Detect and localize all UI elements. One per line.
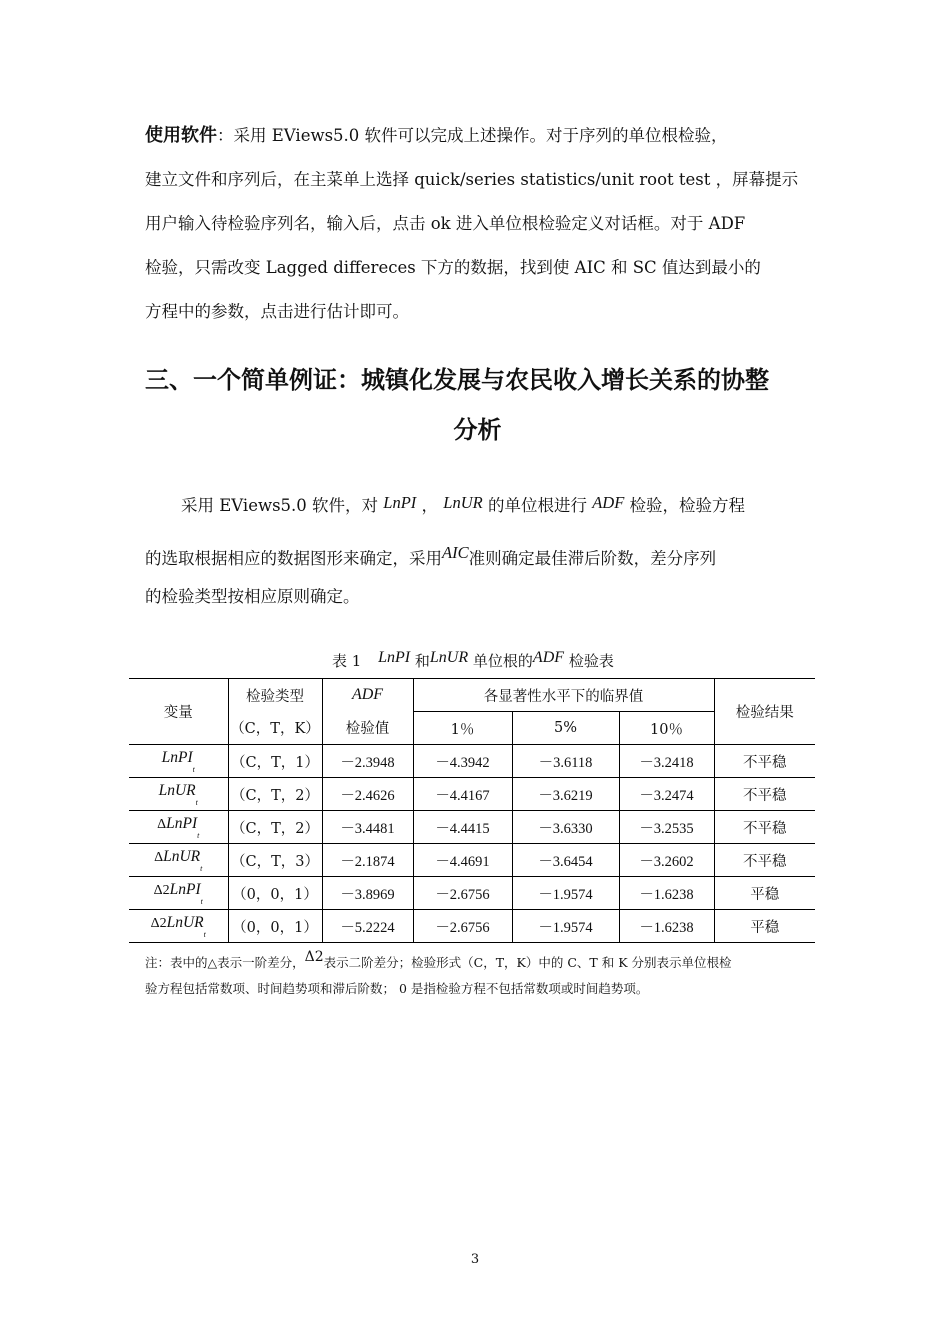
section-heading-line-1: 三、一个简单例证：城镇化发展与农民收入增长关系的协整: [145, 366, 769, 394]
header-test-type-sub: （C，T，K）: [228, 712, 322, 745]
software-lead: 使用软件: [145, 125, 217, 146]
variable-expression: [157, 815, 200, 840]
time-subscript: t: [195, 798, 198, 807]
cell-adf: －5.2224: [322, 910, 413, 943]
caption-prefix: 表 1: [332, 652, 362, 670]
header-10-percent: 10％: [619, 712, 714, 745]
intro-text-1d: 检验，检验方程: [629, 496, 746, 515]
cell-c1: －2.6756: [413, 910, 512, 943]
cell-c1: －2.6756: [413, 877, 512, 910]
variable-expression: [153, 881, 203, 906]
table-header-row-2: [129, 712, 815, 745]
note-line-1: [145, 950, 815, 976]
table-row: [129, 877, 815, 910]
cell-c5: －3.6330: [512, 811, 619, 844]
intro-text-2b: 准则确定最佳滞后阶数，差分序列: [468, 549, 717, 568]
intro-text-1b: ，: [421, 496, 439, 515]
software-paragraph: [145, 114, 810, 334]
header-result: 检验结果: [735, 705, 794, 721]
software-line-5: 方程中的参数，点击进行估计即可。: [145, 302, 409, 321]
cell-variable: [129, 844, 228, 877]
cell-adf: －2.4626: [322, 778, 413, 811]
table-header-row-1: [129, 679, 815, 712]
table-row: [129, 778, 815, 811]
variable-name: LnPI: [161, 749, 193, 766]
cell-result: 平稳: [750, 919, 780, 936]
cell-result: 不平稳: [743, 787, 787, 804]
cell-adf: －2.1874: [322, 844, 413, 877]
math-lnpi: LnPI: [383, 493, 417, 512]
caption-middle: 单位根的: [472, 652, 533, 670]
cell-variable: [129, 745, 228, 778]
table-row: [129, 844, 815, 877]
variable-name: LnUR: [158, 782, 196, 799]
cell-c5: －1.9574: [512, 877, 619, 910]
caption-and: 和: [414, 652, 430, 670]
cell-c5: －3.6219: [512, 778, 619, 811]
variable-name: LnUR: [163, 848, 201, 865]
intro-line-2: [145, 531, 810, 577]
time-subscript: t: [200, 864, 203, 873]
variable-expression: [158, 782, 198, 807]
cell-variable: [129, 811, 228, 844]
cell-c10: －1.6238: [619, 877, 714, 910]
cell-c5: －3.6118: [512, 745, 619, 778]
math-aic: AIC: [442, 543, 469, 562]
note-text-2: 表示二阶差分；检验形式（C，T，K）中的 C、T 和 K 分别表示单位根检: [323, 955, 732, 970]
time-subscript: t: [200, 897, 203, 906]
header-adf-math: ADF: [351, 686, 384, 704]
cell-type: （0，0，1）: [228, 877, 322, 910]
table-row: [129, 745, 815, 778]
intro-line-3: 的检验类型按相应原则确定。: [145, 587, 360, 606]
cell-type: （C，T，2）: [228, 778, 322, 811]
intro-text-1c: 的单位根进行: [487, 496, 587, 515]
cell-result: 不平稳: [743, 754, 787, 771]
variable-expression: [161, 749, 195, 774]
cell-type: （C，T，3）: [228, 844, 322, 877]
cell-c10: －3.2418: [619, 745, 714, 778]
cell-c5: －3.6454: [512, 844, 619, 877]
time-subscript: t: [192, 765, 195, 774]
header-critical-values: 各显著性水平下的临界值: [413, 679, 714, 712]
cell-variable: [129, 877, 228, 910]
header-1-percent: 1％: [413, 712, 512, 745]
difference-operator: Δ2: [150, 916, 167, 931]
intro-paragraph: [145, 481, 810, 617]
header-adf-sub: 检验值: [322, 712, 413, 745]
header-5-percent: 5%: [512, 712, 619, 745]
variable-name: LnUR: [166, 914, 204, 931]
caption-math-lnur: LnUR: [429, 649, 469, 666]
table-note: [145, 950, 815, 1002]
math-lnur: LnUR: [443, 493, 483, 512]
table-caption: [332, 650, 614, 671]
cell-variable: [129, 778, 228, 811]
math-adf: ADF: [592, 493, 625, 512]
caption-math-lnpi: LnPI: [378, 649, 411, 666]
difference-operator: Δ: [157, 817, 167, 832]
header-test-type: 检验类型: [228, 679, 322, 712]
cell-adf: －3.8969: [322, 877, 413, 910]
cell-c10: －3.2535: [619, 811, 714, 844]
header-variable: 变量: [129, 679, 228, 745]
cell-adf: －3.4481: [322, 811, 413, 844]
difference-operator: Δ2: [153, 883, 170, 898]
cell-result: 不平稳: [743, 853, 787, 870]
cell-c1: －4.4167: [413, 778, 512, 811]
variable-name: LnPI: [166, 815, 198, 832]
cell-type: （0，0，1）: [228, 910, 322, 943]
time-subscript: t: [203, 930, 206, 939]
cell-result: 平稳: [750, 886, 780, 903]
note-text-1: 注：表中的△表示一阶差分，: [145, 955, 305, 970]
cell-type: （C，T，2）: [228, 811, 322, 844]
software-line-1: [145, 114, 810, 158]
header-adf: [322, 679, 413, 712]
section-heading-line-2: 分析: [453, 416, 502, 444]
intro-text-2a: 的选取根据相应的数据图形来确定，采用: [145, 549, 442, 568]
variable-expression: [154, 848, 203, 873]
intro-text-1a: 采用 EViews5.0 软件，对: [181, 496, 379, 515]
cell-c10: －1.6238: [619, 910, 714, 943]
table-row: [129, 811, 815, 844]
table-row: [129, 910, 815, 943]
page-number: 3: [470, 1252, 480, 1267]
cell-adf: －2.3948: [322, 745, 413, 778]
intro-line-1: [145, 481, 810, 531]
cell-c10: －3.2474: [619, 778, 714, 811]
software-line-1-text: ：采用 EViews5.0 软件可以完成上述操作。对于序列的单位根检验，: [217, 126, 728, 145]
variable-expression: [150, 914, 206, 939]
cell-type: （C，T，1）: [228, 745, 322, 778]
cell-variable: [129, 910, 228, 943]
variable-name: LnPI: [169, 881, 201, 898]
difference-operator: Δ: [154, 850, 164, 865]
caption-suffix: 检验表: [568, 652, 614, 670]
cell-c1: －4.4415: [413, 811, 512, 844]
adf-test-table: [129, 678, 815, 943]
note-line-2: 验方程包括常数项、时间趋势项和滞后阶数； 0 是指检验方程不包括常数项或时间趋势项。: [145, 981, 649, 996]
cell-c1: －4.4691: [413, 844, 512, 877]
cell-c10: －3.2602: [619, 844, 714, 877]
software-line-4: 检验，只需改变 Lagged differeces 下方的数据，找到使 AIC 和 SC 值达到最小的: [145, 258, 761, 277]
caption-math-adf: ADF: [532, 649, 565, 666]
cell-c5: －1.9574: [512, 910, 619, 943]
software-line-3: 用户输入待检验序列名，输入后，点击 ok 进入单位根检验定义对话框。对于 ADF: [145, 214, 746, 233]
cell-result: 不平稳: [743, 820, 787, 837]
time-subscript: t: [197, 831, 200, 840]
cell-c1: －4.3942: [413, 745, 512, 778]
note-delta2: Δ2: [304, 949, 324, 965]
software-line-2: 建立文件和序列后，在主菜单上选择 quick/series statistics/unit root test ，屏幕提示: [145, 170, 799, 189]
